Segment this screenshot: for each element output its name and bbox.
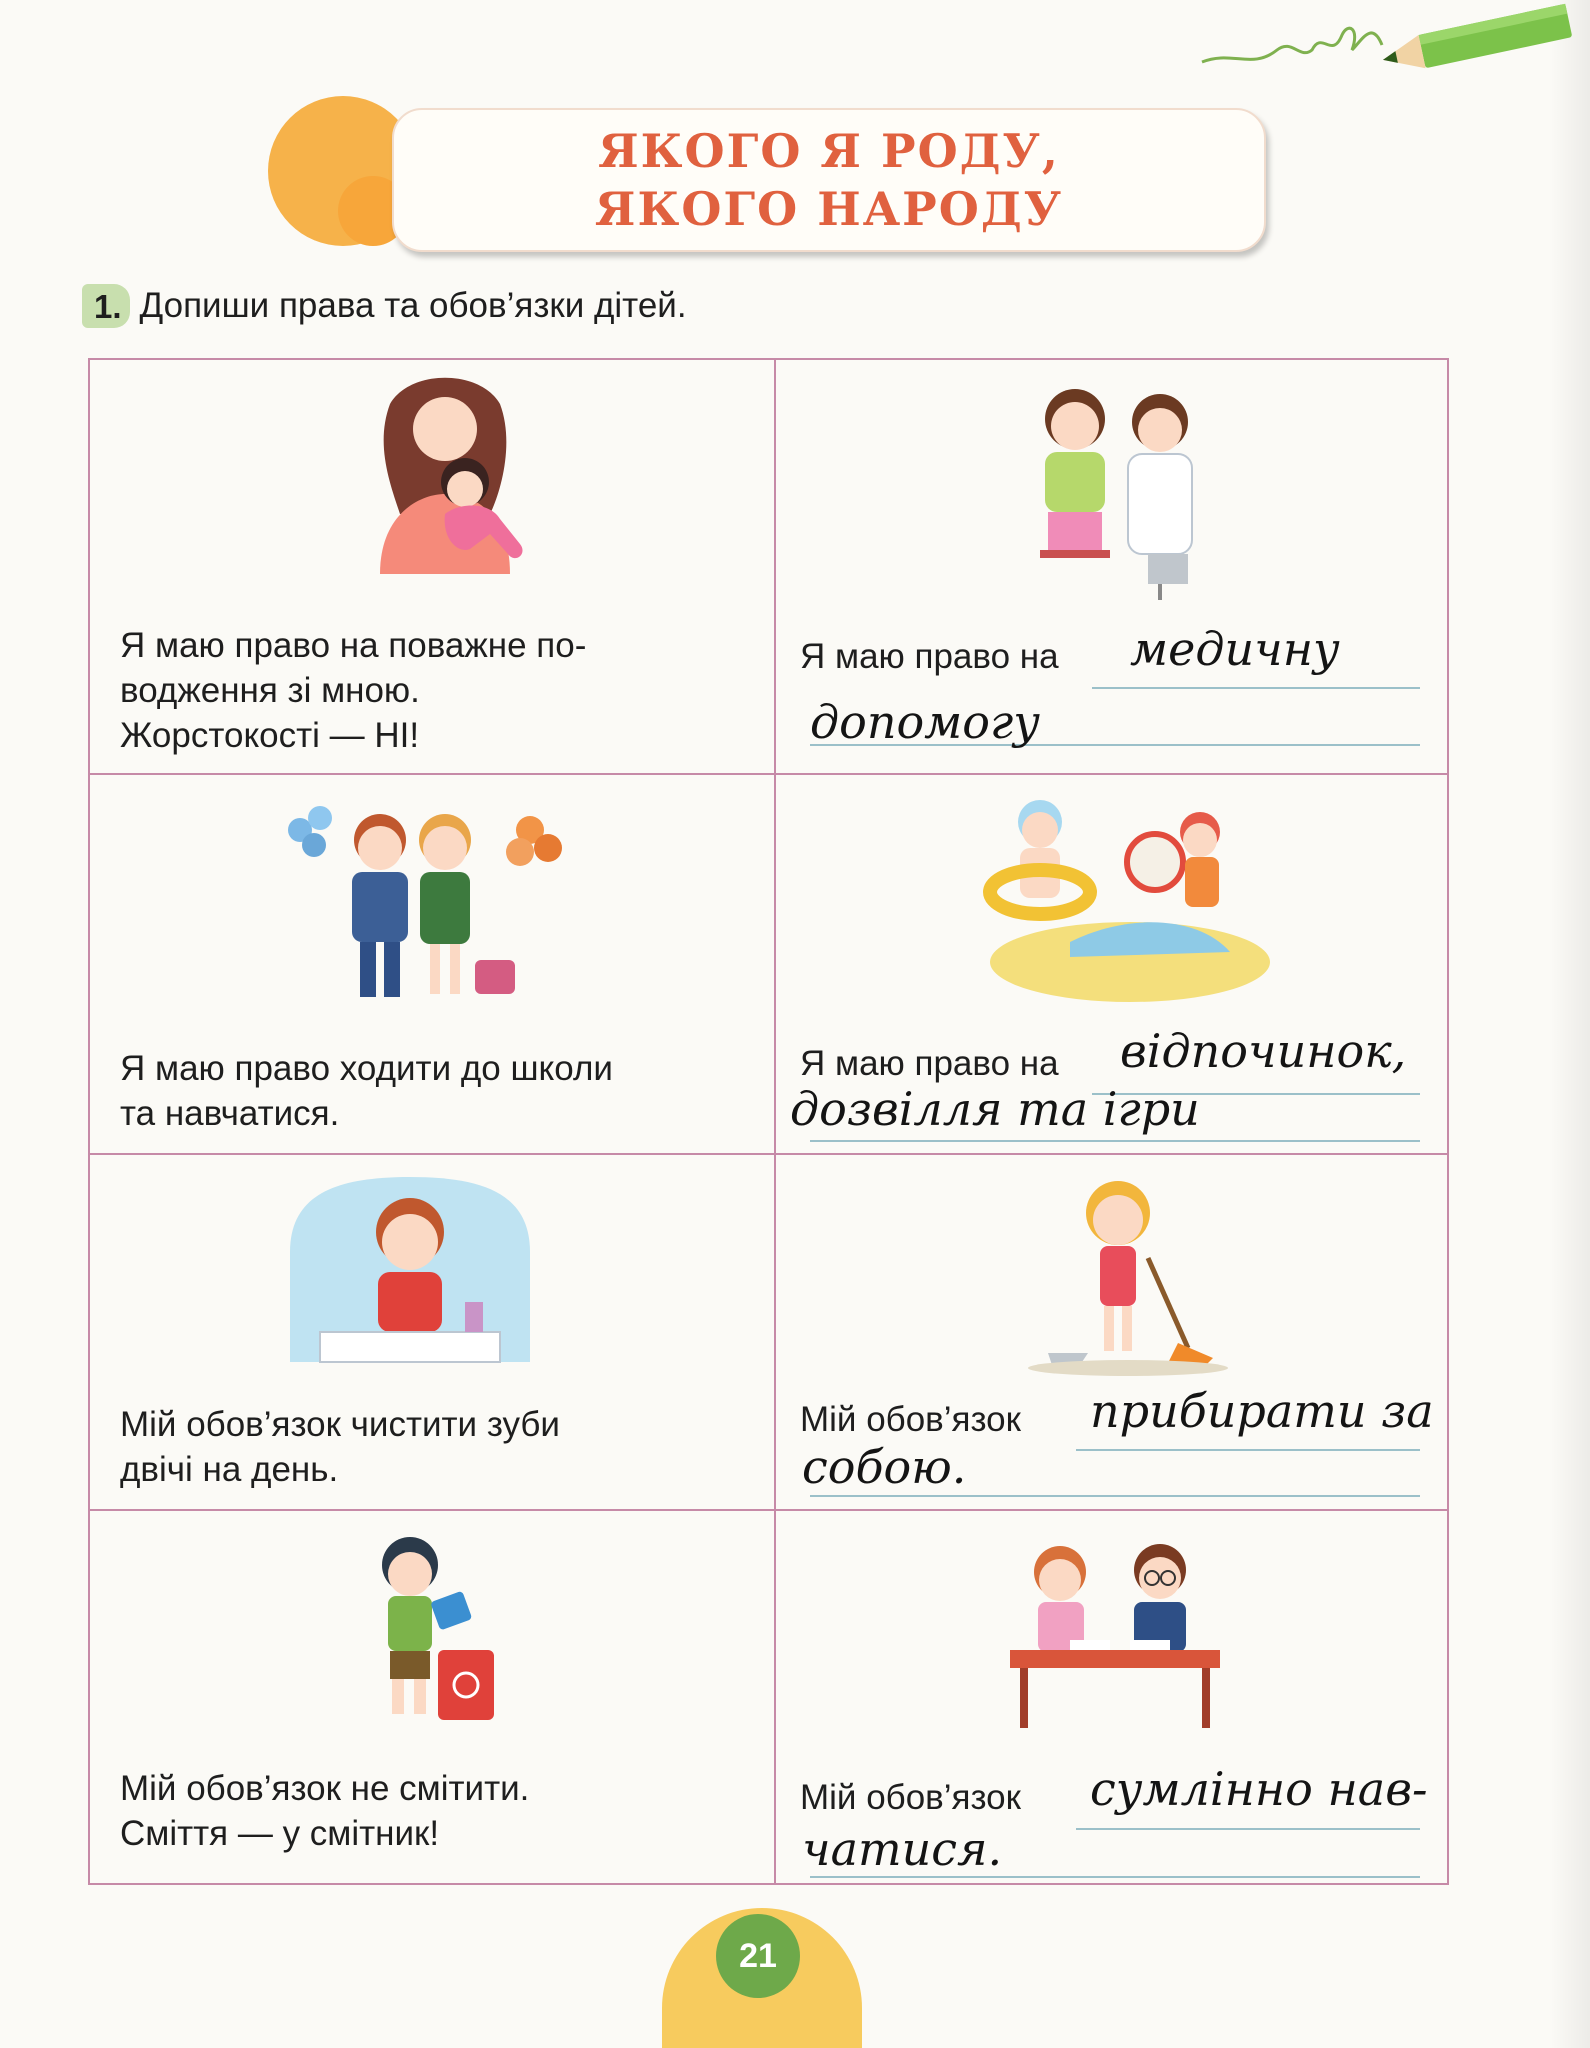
page-edge-shadow [1550, 0, 1590, 2048]
cell-2-label: Я маю право на [800, 637, 1059, 676]
handwritten-answer: відпочинок, [1120, 1024, 1407, 1078]
answer-line[interactable] [810, 1876, 1420, 1878]
boy-throwing-trash-illustration [350, 1530, 510, 1730]
text-line: водження зі мною. [120, 671, 420, 710]
answer-line[interactable] [1076, 1449, 1420, 1451]
handwritten-answer: собою. [802, 1440, 967, 1494]
task-heading [82, 284, 687, 328]
text-line: двічі на день. [120, 1450, 339, 1489]
answer-line[interactable] [1076, 1828, 1420, 1830]
text-line: Мій обов’язок чистити зуби [120, 1405, 560, 1444]
cell-1-text [120, 623, 740, 758]
text-line: Я маю право на поважне по- [120, 626, 587, 665]
text-line: Жорстокості — НІ! [120, 716, 420, 755]
title-line-1: ЯКОГО Я РОДУ, [598, 124, 1060, 178]
girl-with-doctor-illustration [1020, 374, 1230, 604]
cell-4-label: Я маю право на [800, 1044, 1059, 1083]
handwritten-answer: сумлінно нав- [1090, 1762, 1428, 1816]
table-divider [90, 1153, 1447, 1155]
handwritten-answer: чатися. [802, 1822, 1003, 1876]
table-divider [90, 773, 1447, 775]
handwritten-answer: прибирати за [1090, 1384, 1434, 1438]
table-divider [90, 1509, 1447, 1511]
text-line: та навчатися. [120, 1094, 340, 1133]
pencil-icon [1182, 0, 1582, 100]
children-studying-at-desk-illustration [1000, 1532, 1230, 1732]
page-title [392, 108, 1266, 252]
mother-hugging-girl-illustration [350, 374, 540, 584]
text-line: Я маю право ходити до школи [120, 1049, 613, 1088]
task-number-badge: 1. [82, 284, 130, 328]
title-line-2: ЯКОГО НАРОДУ [594, 182, 1064, 236]
task-instruction: Допиши права та обов’язки дітей. [139, 286, 687, 325]
rights-duties-table [88, 358, 1449, 1885]
girl-sweeping-illustration [1018, 1168, 1238, 1378]
children-at-beach-illustration [970, 792, 1270, 1002]
text-line: Мій обов’язок не смітити. [120, 1769, 530, 1808]
handwritten-answer: дозвілля та ігри [790, 1082, 1200, 1136]
handwritten-answer: допомогу [810, 695, 1040, 749]
cell-6-label: Мій обов’язок [800, 1400, 1021, 1439]
answer-line[interactable] [810, 1140, 1420, 1142]
text-line: Сміття — у смітник! [120, 1814, 440, 1853]
boy-brushing-teeth-illustration [280, 1172, 540, 1372]
schoolchildren-with-flowers-illustration [270, 790, 570, 1010]
cell-8-label: Мій обов’язок [800, 1778, 1021, 1817]
cell-5-text [120, 1402, 740, 1492]
answer-line[interactable] [1092, 687, 1420, 689]
handwritten-answer: медичну [1130, 622, 1340, 676]
page-number: 21 [716, 1914, 800, 1998]
answer-line[interactable] [810, 1495, 1420, 1497]
